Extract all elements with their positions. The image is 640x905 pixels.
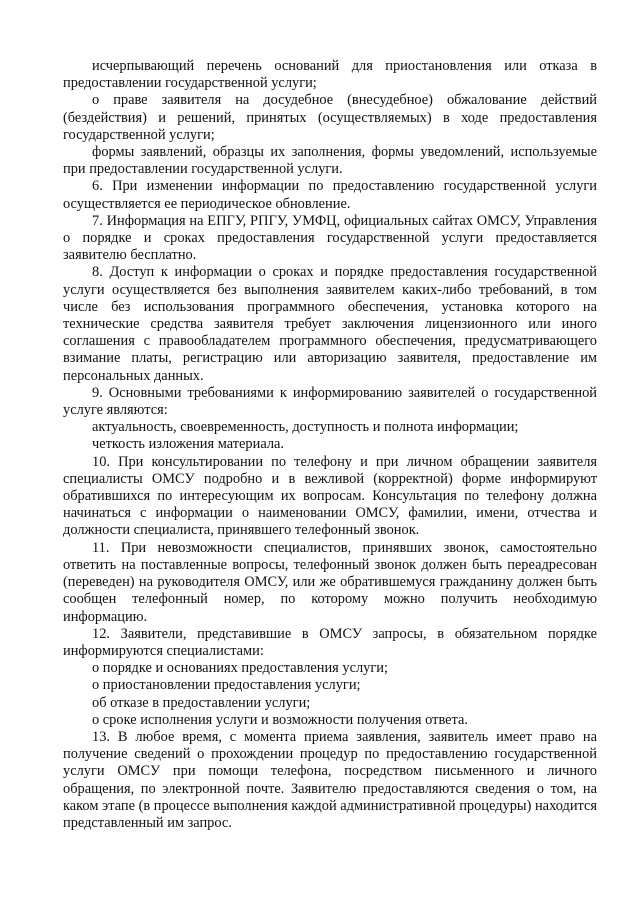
paragraph-13: 13. В любое время, с момента приема заявления, заявитель имеет право на получение сведений о прохождении процедур по предоставлению государственной услуги ОМСУ при помощи телефона, посредством письменного и личного обращения, по электронной почте. Заявителю предоставляются сведения о том, на каком этапе (в процессе выполнения каждой административной процедуры) находится представленный им запрос. — [63, 728, 597, 831]
paragraph-requirement-relevance: актуальность, своевременность, доступность и полнота информации; — [92, 419, 519, 436]
paragraph-requirement-clarity: четкость изложения материала. — [92, 436, 285, 453]
paragraph-12: 12. Заявители, представившие в ОМСУ запросы, в обязательном порядке информируются специалистами: — [63, 625, 597, 659]
document-page — [63, 58, 597, 832]
paragraph-11: 11. При невозможности специалистов, принявших звонок, самостоятельно ответить на поставленные вопросы, телефонный звонок должен быть переадресован (переведен) на руководителя ОМСУ, или же обратившемуся гражданину должен быть сообщен телефонный номер, по которому можно получить необходимую информацию. — [63, 539, 597, 625]
paragraph-8: 8. Доступ к информации о сроках и порядке предоставления государственной услуги осуществляется без выполнения заявителем каких-либо требований, в том числе без использования программного обеспечения, установка которого на технические средства заявителя требует заключения лицензионного или иного соглашения с правообладателем программного обеспечения, предусматривающего взимание платы, регистрацию или авторизацию заявителя, предоставление им персональных данных. — [63, 264, 597, 384]
paragraph-appeal-rights: о праве заявителя на досудебное (внесудебное) обжалование действий (бездействия) и решений, принятых (осуществляемых) в ходе предоставления государственной услуги; — [63, 92, 597, 143]
paragraph-grounds-list: исчерпывающий перечень оснований для приостановления или отказа в предоставлении государственной услуги; — [63, 58, 597, 92]
paragraph-9: 9. Основными требованиями к информированию заявителей о государственной услуге являются: — [63, 384, 597, 419]
paragraph-10: 10. При консультировании по телефону и при личном обращении заявителя специалисты ОМСУ подробно и в вежливой (корректной) форме информируют обратившихся по интересующим их вопросам. Консультация по телефону должна начинаться с информации о наименовании ОМСУ, фамилии, имени, отчества и должности специалиста, принявшего телефонный звонок. — [63, 453, 597, 539]
list-item-suspension: о приостановлении предоставления услуги; — [92, 677, 361, 694]
paragraph-6: 6. При изменении информации по предоставлению государственной услуги осуществляется ее периодическое обновление. — [63, 178, 597, 212]
list-item-procedure: о порядке и основаниях предоставления услуги; — [92, 660, 388, 677]
paragraph-application-forms: формы заявлений, образцы их заполнения, формы уведомлений, используемые при предоставлении государственной услуги. — [63, 144, 597, 178]
list-item-deadline: о сроке исполнения услуги и возможности получения ответа. — [92, 711, 468, 728]
list-item-refusal: об отказе в предоставлении услуги; — [92, 694, 311, 711]
paragraph-7: 7. Информация на ЕПГУ, РПГУ, УМФЦ, официальных сайтах ОМСУ, Управления о порядке и сроках предоставления государственной услуги предоставляется заявителю бесплатно. — [63, 212, 597, 264]
